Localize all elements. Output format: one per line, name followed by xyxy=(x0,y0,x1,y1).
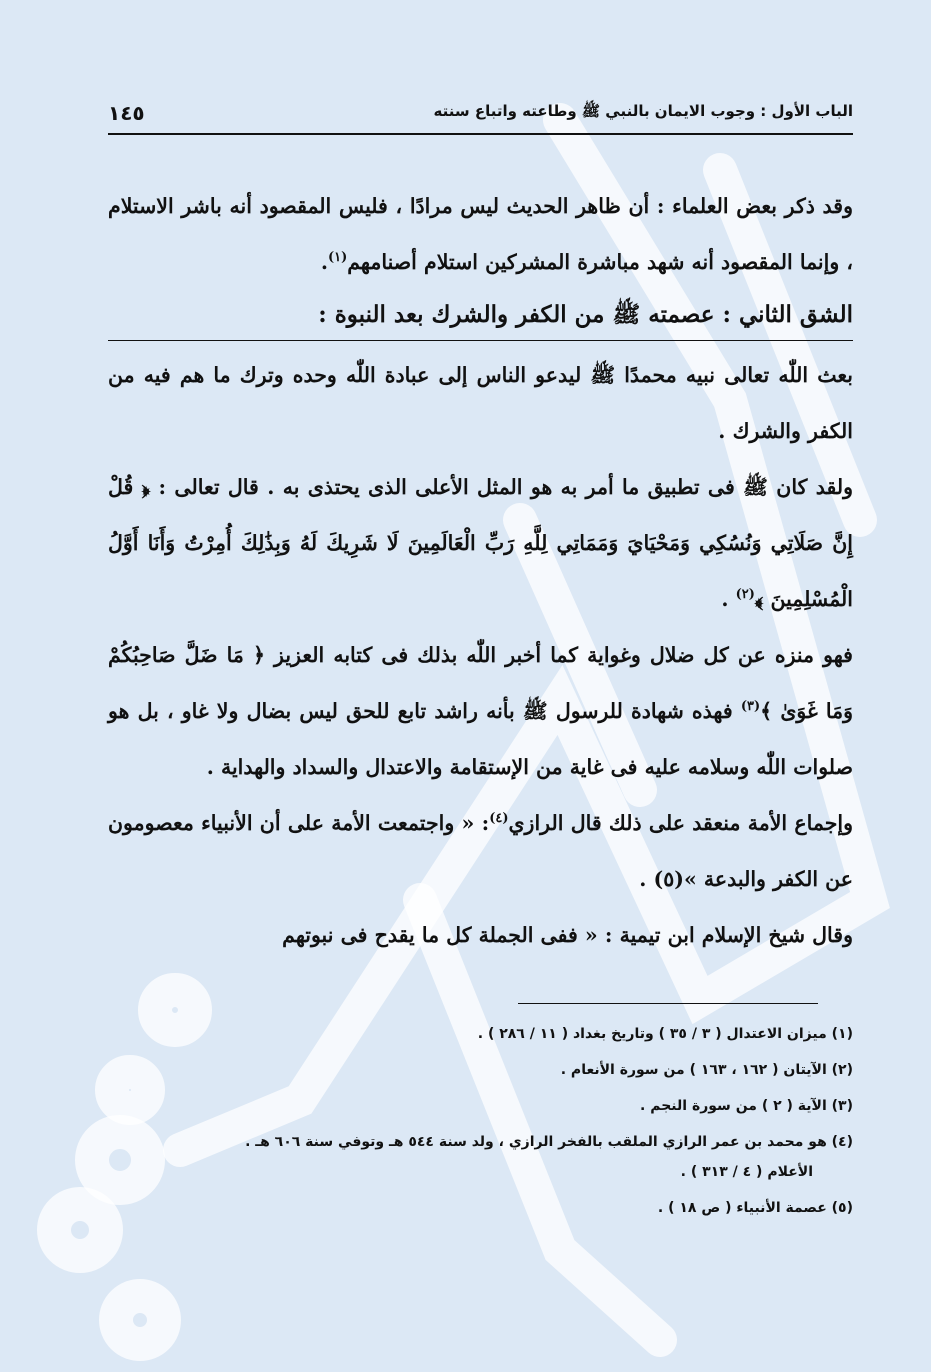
header-rule xyxy=(108,133,853,135)
section-heading: الشق الثاني : عصمته ﷺ من الكفر والشرك بعد النبوة : xyxy=(108,290,853,341)
footnote: (٥) عصمة الأنبياء ( ص ١٨ ) . xyxy=(657,1200,853,1216)
footnote: (٢) الآيتان ( ١٦٢ ، ١٦٣ ) من سورة الأنعام . xyxy=(560,1062,853,1078)
main-text xyxy=(108,178,853,963)
footnote-ref: (٢) xyxy=(735,587,755,602)
paragraph: وإجماع الأمة منعقد على ذلك قال الرازي$^{(٤)}$: « واجتمعت الأمة على أن الأنبياء معصومون عن الكفر والبدعة »(٥) . xyxy=(108,811,853,891)
footnote: (٤) هو محمد بن عمر الرازي الملقب بالفخر الرازي ، ولد سنة ٥٤٤ هـ وتوفي سنة ٦٠٦ هـ . xyxy=(245,1134,853,1150)
footnote-continuation: الأعلام ( ٤ / ٣١٣ ) . xyxy=(680,1164,813,1180)
paragraph: ولقد كان ﷺ فى تطبيق ما أمر به هو المثل الأعلى الذى يحتذى به . قال تعالى : ﴿ قُلْ إِنَّ صَلَاتِي وَنُسُكِي وَمَحْيَايَ وَمَمَاتِي لِلَّهِ رَبِّ الْعَالَمِينَ لَا شَرِيكَ لَهُ وَبِذَٰلِكَ أُمِرْتُ وَأَنَا أَوَّلُ الْمُسْلِمِينَ ﴾$^{(٢)}$ . xyxy=(108,475,853,611)
footnote-ref: (٣) xyxy=(740,699,761,714)
footnote-rule xyxy=(518,1003,818,1004)
paragraph: وقال شيخ الإسلام ابن تيمية : « ففى الجملة كل ما يقدح فى نبوتهم xyxy=(282,923,853,947)
footnotes xyxy=(108,1020,853,1230)
running-header xyxy=(108,95,853,131)
paragraph: بعث اللّٰه تعالى نبيه محمدًا ﷺ ليدعو الناس إلى عبادة اللّٰه وحده وترك ما هم فيه من الكفر والشرك . xyxy=(108,363,853,443)
footnote-ref: (٤) xyxy=(489,811,509,826)
book-page xyxy=(108,95,853,1335)
footnote: (١) ميزان الاعتدال ( ٣ / ٣٥ ) وتاريخ بغداد ( ١١ / ٢٨٦ ) . xyxy=(477,1026,853,1042)
paragraph: فهو منزه عن كل ضلال وغواية كما أخبر اللّٰه بذلك فى كتابه العزيز ﴿ مَا ضَلَّ صَاحِبُكُمْ وَمَا غَوَىٰ ﴾$^{(٣)}$ فهذه شهادة للرسول ﷺ بأنه راشد تابع للحق ليس بضال ولا غاو ، بل هو صلوات اللّٰه وسلامه عليه فى غاية من الإستقامة والاعتدال والسداد والهداية . xyxy=(108,643,853,779)
footnote: (٣) الآية ( ٢ ) من سورة النجم . xyxy=(640,1098,853,1114)
footnote-ref: (١) xyxy=(327,250,348,265)
paragraph: وقد ذكر بعض العلماء : أن ظاهر الحديث ليس مرادًا ، فليس المقصود أنه باشر الاستلام ، وإنما المقصود أنه شهد مباشرة المشركين استلام أصنامهم$^{(١)}$. xyxy=(108,194,853,274)
page-number: ١٤٥ xyxy=(108,101,145,125)
header-title: الباب الأول : وجوب الايمان بالنبي ﷺ وطاعته واتباع سنته xyxy=(433,102,853,120)
